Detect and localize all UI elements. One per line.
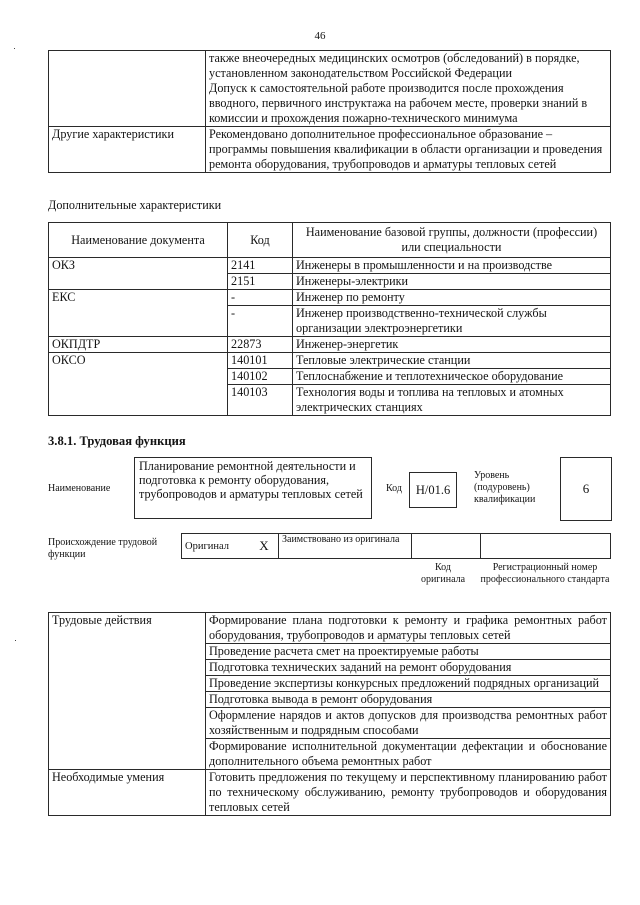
row-label	[49, 51, 206, 127]
requirements-table	[48, 50, 611, 173]
cell-line: также внеочередных медицинских осмотров (обследований) в порядке, установленном законодательством Российской Федерации	[209, 51, 580, 80]
code-cell: 2141	[228, 258, 293, 274]
function-name-box: Планирование ремонтной деятельности и подготовка к ремонту оборудования, трубопроводов и арматуры тепловых сетей	[134, 457, 372, 519]
doc-cell	[49, 274, 228, 290]
action-item: Формирование исполнительной документации дефектации и обоснование дополнительного объема ремонтных работ	[206, 739, 611, 770]
row-label: Другие характеристики	[49, 127, 206, 173]
code-cell: 2151	[228, 274, 293, 290]
table-row	[49, 369, 611, 385]
name-cell: Тепловые электрические станции	[293, 353, 611, 369]
table-row	[49, 306, 611, 337]
code-original-label: Код оригинала	[420, 562, 466, 585]
table-row	[182, 534, 611, 559]
doc-cell: ОКСО	[49, 353, 228, 369]
table-row	[49, 51, 611, 127]
skills-label: Необходимые умения	[49, 770, 206, 816]
skill-item: Готовить предложения по текущему и перспективному планированию работ по техническому обслуживанию, ремонту трубопроводов и оборудования тепловых сетей	[206, 770, 611, 816]
cell-line: Рекомендовано дополнительное профессиональное образование – программы повышения квалификации в области организации и проведения ремонта оборудования, трубопроводов и арматуры тепловых сетей	[209, 127, 603, 171]
column-header: Код	[228, 223, 293, 258]
column-header: Наименование документа	[49, 223, 228, 258]
doc-cell	[49, 385, 228, 416]
table-row	[49, 613, 611, 644]
doc-cell: ОКПДТР	[49, 337, 228, 353]
reg-number-label: Регистрационный номер профессионального стандарта	[480, 562, 610, 585]
doc-cell: ОКЗ	[49, 258, 228, 274]
page-number: 46	[314, 30, 326, 42]
function-heading: 3.8.1. Трудовая функция	[48, 434, 186, 448]
code-cell: 22873	[228, 337, 293, 353]
action-item: Проведение экспертизы конкурсных предложений подрядных организаций	[206, 676, 611, 692]
name-label: Наименование	[48, 483, 111, 494]
action-item: Подготовка вывода в ремонт оборудования	[206, 692, 611, 708]
code-original-cell	[412, 534, 481, 559]
reg-number-cell	[481, 534, 611, 559]
original-mark: X	[250, 534, 279, 559]
code-label: Код	[386, 483, 402, 494]
action-item: Формирование плана подготовки к ремонту и графика ремонтных работ оборудования, трубопроводов и арматуры тепловых сетей	[206, 613, 611, 644]
code-box: H/01.6	[409, 472, 457, 508]
row-value	[206, 51, 611, 127]
name-cell: Технология воды и топлива на тепловых и атомных электрических станциях	[293, 385, 611, 416]
additional-table	[48, 222, 611, 416]
name-cell: Теплоснабжение и теплотехническое оборудование	[293, 369, 611, 385]
level-label: Уровень (подуровень) квалификации	[474, 470, 536, 505]
table-row	[49, 290, 611, 306]
table-row	[49, 258, 611, 274]
code-cell: 140102	[228, 369, 293, 385]
table-row	[49, 353, 611, 369]
code-cell: 140103	[228, 385, 293, 416]
origin-table	[181, 533, 611, 559]
borrowed-label: Заимствовано из оригинала	[279, 534, 412, 559]
name-cell: Инженер по ремонту	[293, 290, 611, 306]
scan-speck	[14, 48, 15, 49]
scan-speck	[15, 640, 16, 641]
code-cell: -	[228, 290, 293, 306]
original-label: Оригинал	[182, 534, 251, 559]
name-cell: Инженеры в промышленности и на производстве	[293, 258, 611, 274]
cell-line: Допуск к самостоятельной работе производится после прохождения вводного, первичного инструктажа на рабочем месте, проверки знаний в комиссии и прохождения пожарно-технического минимума	[209, 81, 588, 125]
column-header: Наименование базовой группы, должности (профессии) или специальности	[293, 223, 611, 258]
actions-table	[48, 612, 611, 816]
code-cell: 140101	[228, 353, 293, 369]
action-item: Оформление нарядов и актов допусков для производства ремонтных работ хозяйственным и подрядным способами	[206, 708, 611, 739]
table-row	[49, 770, 611, 816]
level-box: 6	[560, 457, 612, 521]
origin-label: Происхождение трудовой функции	[48, 537, 158, 560]
doc-cell	[49, 369, 228, 385]
table-row	[49, 127, 611, 173]
action-item: Проведение расчета смет на проектируемые работы	[206, 644, 611, 660]
table-row	[49, 337, 611, 353]
name-cell: Инженер производственно-технической службы организации электроэнергетики	[293, 306, 611, 337]
row-value	[206, 127, 611, 173]
code-cell: -	[228, 306, 293, 337]
table-header-row	[49, 223, 611, 258]
name-cell: Инженер-энергетик	[293, 337, 611, 353]
doc-cell	[49, 306, 228, 337]
additional-title: Дополнительные характеристики	[48, 198, 222, 212]
table-row	[49, 274, 611, 290]
doc-cell: ЕКС	[49, 290, 228, 306]
action-item: Подготовка технических заданий на ремонт оборудования	[206, 660, 611, 676]
actions-label: Трудовые действия	[49, 613, 206, 770]
name-cell: Инженеры-электрики	[293, 274, 611, 290]
table-row	[49, 385, 611, 416]
